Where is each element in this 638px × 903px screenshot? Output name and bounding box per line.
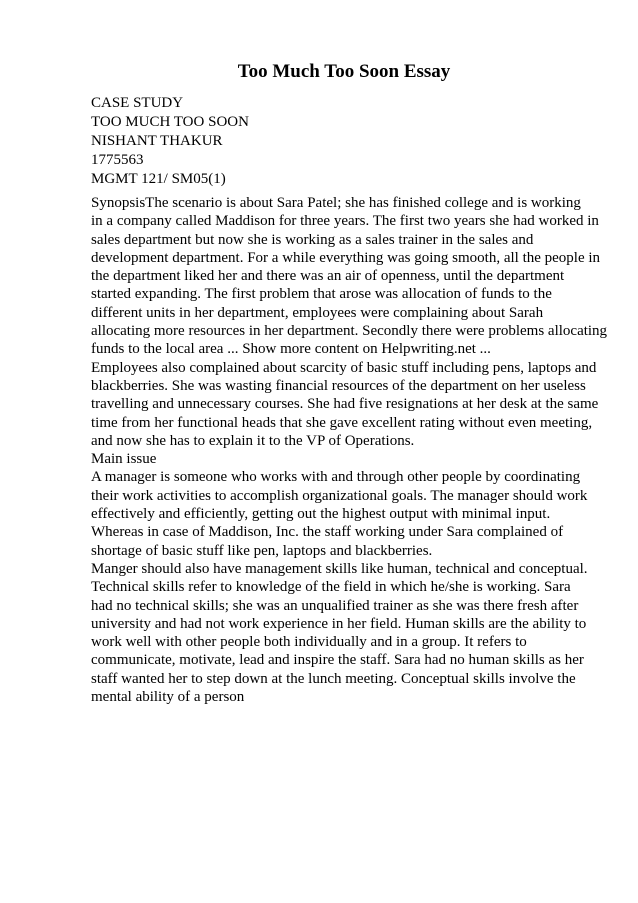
essay-body [91, 194, 608, 706]
body-line: allocating more resources in her department. Secondly there were problems allocating [91, 323, 608, 340]
header-line-course: MGMT 121/ SM05(1) [91, 171, 226, 187]
case-study-header [91, 94, 601, 189]
body-line: Manger should also have management skills like human, technical and conceptual. [91, 560, 588, 577]
body-line: their work activities to accomplish organizational goals. The manager should work [91, 487, 588, 504]
body-line: A manager is someone who works with and through other people by coordinating [91, 469, 581, 486]
body-line: effectively and efficiently, getting out the highest output with minimal input. [91, 506, 551, 523]
header-line-author: NISHANT THAKUR [91, 133, 223, 149]
header-line-case-study: CASE STUDY [91, 95, 184, 111]
body-line: the department liked her and there was an air of openness, until the department [91, 268, 565, 285]
body-line: SynopsisThe scenario is about Sara Patel; she has finished college and is working [91, 195, 581, 211]
body-line: shortage of basic stuff like pen, laptops and blackberries. [91, 542, 433, 559]
body-line: mental ability of a person [91, 689, 245, 706]
body-line: started expanding. The first problem that arose was allocation of funds to the [91, 286, 552, 303]
body-line: in a company called Maddison for three years. The first two years she had worked in [91, 213, 599, 230]
body-line: and now she has to explain it to the VP of Operations. [91, 432, 415, 449]
body-line: Whereas in case of Maddison, Inc. the staff working under Sara complained of [91, 524, 564, 541]
body-line: time from her functional heads that she gave excellent rating without even meeting, [91, 414, 593, 431]
body-line: work well with other people both individually and in a group. It refers to [91, 634, 527, 651]
body-line: university and had not work experience in her field. Human skills are the ability to [91, 615, 587, 632]
body-line: funds to the local area ... Show more content on Helpwriting.net ... [91, 341, 491, 358]
body-line: staff wanted her to step down at the lunch meeting. Conceptual skills involve the [91, 670, 576, 687]
header-line-student-id: 1775563 [91, 152, 144, 168]
document-title: Too Much Too Soon Essay [237, 61, 451, 82]
body-line: had no technical skills; she was an unqualified trainer as she was there fresh after [91, 597, 579, 614]
body-line: Employees also complained about scarcity of basic stuff including pens, laptops and [91, 359, 597, 376]
body-line: sales department but now she is working as a sales trainer in the sales and [91, 231, 534, 248]
body-line: travelling and unnecessary courses. She had five resignations at her desk at the same [91, 396, 599, 413]
body-line: different units in her department, employees were complaining about Sarah [91, 304, 544, 321]
header-line-study-title: TOO MUCH TOO SOON [91, 114, 249, 130]
body-line: blackberries. She was wasting financial resources of the department on her useless [91, 377, 586, 394]
body-line: Technical skills refer to knowledge of the field in which he/she is working. Sara [91, 579, 571, 596]
section-heading-main-issue: Main issue [91, 451, 157, 468]
body-line: communicate, motivate, lead and inspire the staff. Sara had no human skills as her [91, 652, 584, 669]
body-line: development department. For a while everything was going smooth, all the people in [91, 249, 601, 266]
